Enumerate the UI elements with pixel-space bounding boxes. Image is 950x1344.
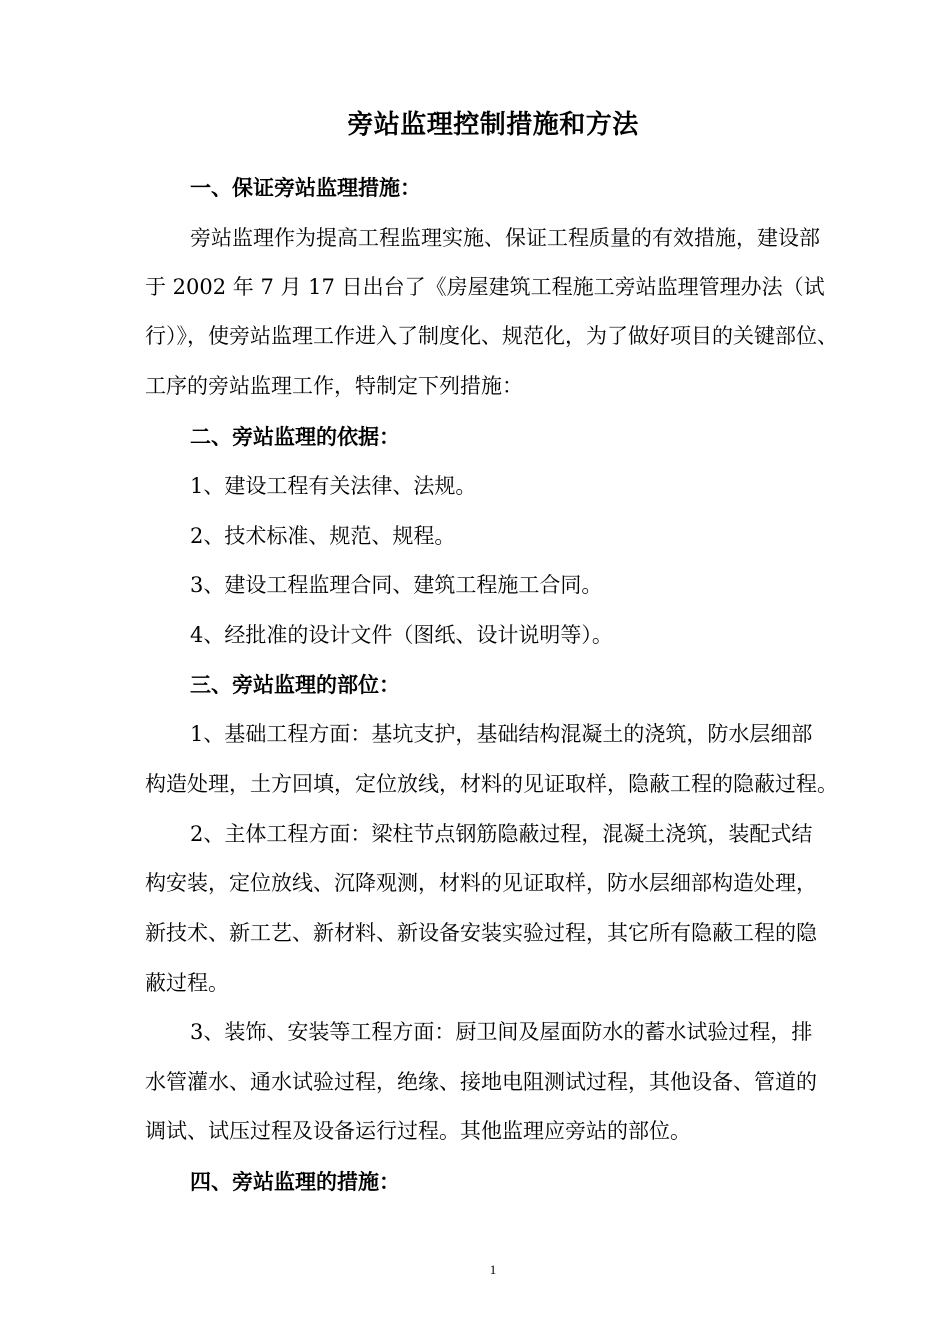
paragraph-line: 构安装，定位放线、沉降观测，材料的见证取样，防水层细部构造处理， [145,871,817,895]
section-heading-3: 三、旁站监理的部位： [190,672,400,697]
list-item: 1、建设工程有关法律、法规。 [190,474,477,498]
section-heading-4: 四、旁站监理的措施： [190,1169,400,1194]
list-item: 3、建设工程监理合同、建筑工程施工合同。 [190,573,603,597]
paragraph-line: 旁站监理作为提高工程监理实施、保证工程质量的有效措施，建设部 [190,226,820,250]
paragraph-line: 调试、试压过程及设备运行过程。其他监理应旁站的部位。 [145,1119,691,1143]
list-item: 4、经批准的设计文件（图纸、设计说明等）。 [190,623,613,647]
document-title: 旁站监理控制措施和方法 [347,110,639,140]
paragraph-line: 工序的旁站监理工作，特制定下列措施： [145,374,523,398]
page-number: 1 [489,1262,497,1277]
paragraph-line: 行）》，使旁站监理工作进入了制度化、规范化，为了做好项目的关键部位、 [145,324,838,348]
paragraph-line: 蔽过程。 [145,971,229,995]
paragraph-line: 水管灌水、通水试验过程，绝缘、接地电阻测试过程，其他设备、管道的 [145,1070,817,1094]
paragraph-line: 于 2002 年 7 月 17 日出台了《房屋建筑工程施工旁站监理管理办法（试 [145,275,825,299]
section-heading-1: 一、保证旁站监理措施： [190,175,421,200]
paragraph-line: 1、基础工程方面：基坑支护，基础结构混凝土的浇筑，防水层细部 [190,722,813,746]
section-heading-2: 二、旁站监理的依据： [190,424,400,449]
paragraph-line: 3、装饰、安装等工程方面：厨卫间及屋面防水的蓄水试验过程，排 [190,1020,813,1044]
list-item: 2、技术标准、规范、规程。 [190,524,456,548]
paragraph-line: 2、主体工程方面：梁柱节点钢筋隐蔽过程，混凝土浇筑，装配式结 [190,822,813,846]
paragraph-line: 构造处理，土方回填，定位放线，材料的见证取样，隐蔽工程的隐蔽过程。 [145,772,838,796]
paragraph-line: 新技术、新工艺、新材料、新设备安装实验过程，其它所有隐蔽工程的隐 [145,921,817,945]
